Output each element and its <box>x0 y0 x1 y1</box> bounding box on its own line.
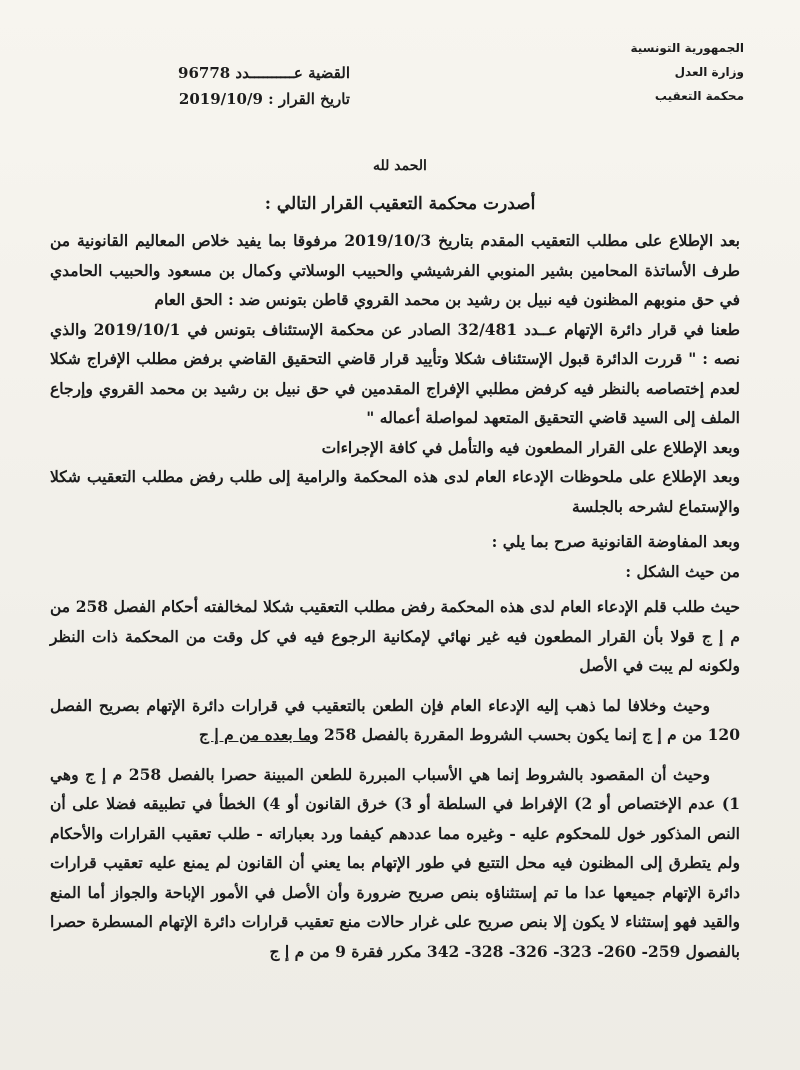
issued-heading: أصدرت محكمة التعقيب القرار التالي : <box>264 194 536 214</box>
decision-body <box>50 226 740 966</box>
hamd-heading: الحمد لله <box>373 158 427 174</box>
paragraph-filing: بعد الإطلاع على مطلب التعقيب المقدم بتاريخ 2019/10/3 مرفوقا بما يفيد خلاص المعاليم القانونية من طرف الأساتذة المحامين بشير المنوبي الفرشيشي والحبيب الوسلاتي وكمال بن مسعود والحبيب الحامدي في حق منوبهم المظنون فيه نبيل بن رشيد بن محمد القروي قاطن بتونس ضد : الحق العام <box>50 231 740 309</box>
paragraph-prosecution: وبعد الإطلاع على ملحوظات الإدعاء العام لدى هذه المحكمة والرامية إلى طلب رفض مطلب التعقيب شكلا والإستماع لشرحه بالجلسة <box>50 467 740 516</box>
republic-line: الجمهورية التونسية <box>630 41 744 55</box>
paragraph-deliberation: وبعد المفاوضة القانونية صرح بما يلي : <box>491 532 740 551</box>
decision-date: تاريخ القرار : 2019/10/9 <box>178 90 350 108</box>
court-line: محكمة التعقيب <box>654 89 744 103</box>
ministry-header <box>584 36 744 108</box>
paragraph-appeal: طعنا في قرار دائرة الإتهام عــدد 32/481 الصادر عن محكمة الإستئناف بتونس في 2019/10/1 والذي نصه : " قررت الدائرة قبول الإستئناف شكلا وتأييد قرار قاضي التحقيق القاضي برفض مطلب الإفراج شكلا لعدم إختصاصه بالنظر فيه كرفض مطلبي الإفراج المقدمين في حق نبيل بن رشيد بن محمد القروي وإرجاع الملف إلى السيد قاضي التحقيق المتعهد لمواصلة أعماله " <box>50 319 740 427</box>
paragraph-review: وبعد الإطلاع على القرار المطعون فيه والتأمل في كافة الإجراءات <box>321 437 740 457</box>
paragraph-form-3: وحيث أن المقصود بالشروط إنما هي الأسباب المبررة للطعن المبينة حصرا بالفصل 258 م إ ج وهي 1) عدم الإختصاص أو 2) الإفراط في السلطة أو 3) خرق القانون أو 4) الخطأ في تطبيقه فضلا على أن النص المذكور خول للمحكوم عليه - وغيره مما عددهم كيفما ورد بعباراته - طلب تعقيب القرارات والأحكام ولم يتطرق إلى المظنون فيه محل التتبع في طور الإتهام بما يعني أن القانون لم يمنع عليه تعقيب قرارات دائرة الإتهام جميعها عدا ما تم إستثناؤه بنص صريح ضرورة وأن الأصل في الأمور الإباحة والجواز أما المنع والقيد فهو إستثناء لا يكون إلا بنص صريح على غرار حالات منع تعقيب قرارات دائرة الإتهام المسطرة حصرا بالفصول 259- 260- 323- 326- 328- 342 مكرر فقرة 9 من م إ ج <box>50 764 740 961</box>
underlined-reference: وما بعده من م إ ج <box>199 725 319 744</box>
ministry-line: وزارة العدل <box>674 65 744 79</box>
section-heading-form: من حيث الشكل : <box>625 561 740 581</box>
paragraph-form-2 <box>50 691 740 750</box>
paragraph-form-1: حيث طلب قلم الإدعاء العام لدى هذه المحكمة رفض مطلب التعقيب شكلا لمخالفته أحكام الفصل 258 من م إ ج قولا بأن القرار المطعون فيه غير نهائي لإمكانية الرجوع فيه في كل وقت من المحكمة ذات النظر ولكونه لم يبت في الأصل <box>50 597 740 675</box>
case-number: القضية عــــــــــدد 96778 <box>178 64 350 82</box>
case-info <box>170 60 350 112</box>
paragraph-form-2-text: وحيث وخلافا لما ذهب إليه الإدعاء العام فإن الطعن بالتعقيب في قرارات دائرة الإتهام بصريح الفصل 120 من م إ ج إنما يكون بحسب الشروط المقررة بالفصل 258 <box>50 695 740 744</box>
